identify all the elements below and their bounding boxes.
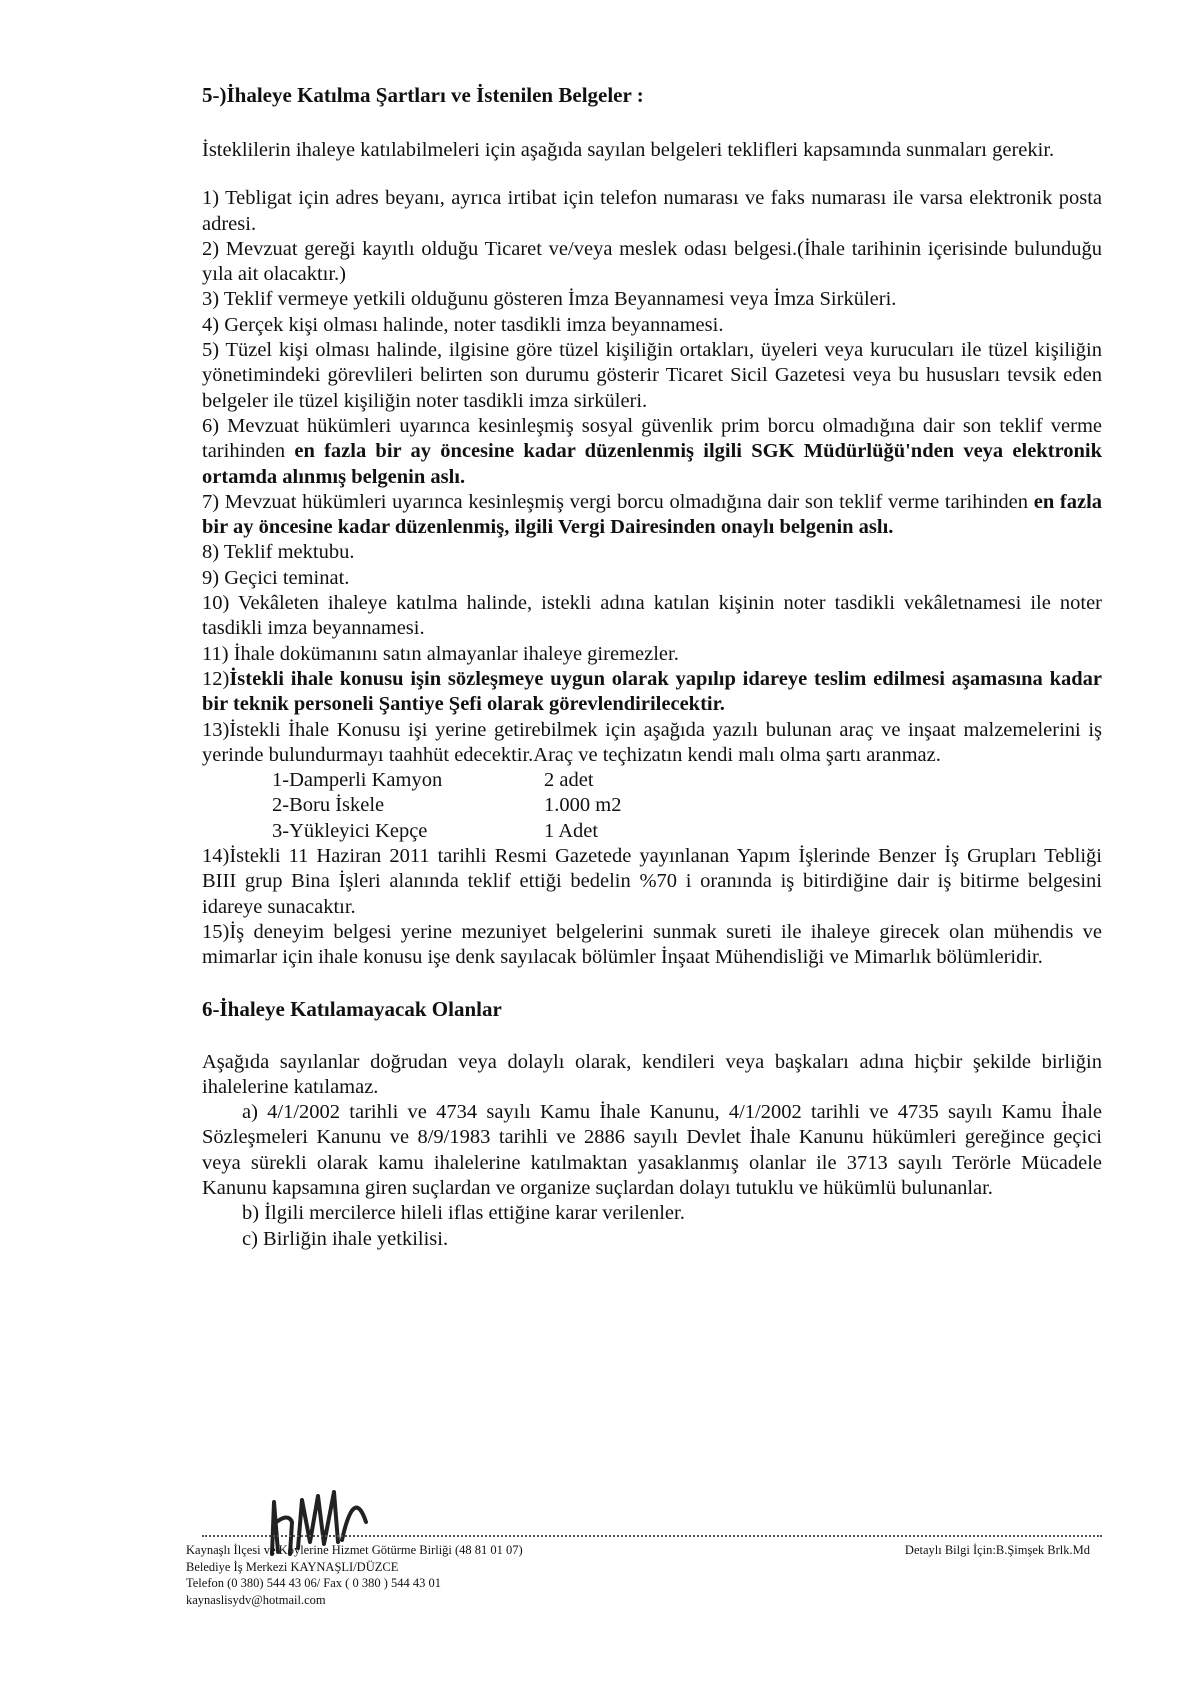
- document-body: [202, 82, 1102, 1252]
- equipment-qty: 1.000 m2: [544, 794, 622, 817]
- list-item: 15)İş deneyim belgesi yerine mezuniyet belgelerini sunmak sureti ile ihaleye girecek olan mühendis ve mimarlar için ihale konusu işe denk sayılacak bölümler İnşaat Mühendisliği ve Mimarlık bölümleridir.: [202, 920, 1102, 969]
- footer-info: Detaylı Bilgi İçin:B.Şimşek Brlk.Md: [904, 1543, 1090, 1557]
- item-text: 6) Mevzuat hükümleri uyarınca kesinleşmiş sosyal güvenlik prim borcu olmadığına dair son teklif verme tarihinden: [202, 414, 1102, 463]
- list-item: [202, 414, 1102, 490]
- footer-divider: [202, 1535, 1102, 1537]
- list-item: 9) Geçici teminat.: [202, 566, 350, 589]
- item-emphasis: en fazla bir ay öncesine kadar düzenlenmiş, ilgili Vergi Dairesinden onaylı belgenin aslı.: [202, 490, 1103, 539]
- footer-email: kaynaslisydv@hotmail.com: [186, 1592, 326, 1607]
- item-text: 7) Mevzuat hükümleri uyarınca kesinleşmiş vergi borcu olmadığına dair son teklif verme tarihinden: [202, 490, 1029, 513]
- equipment-name: 1-Damperli Kamyon: [272, 769, 443, 792]
- list-item: c) Birliğin ihale yetkilisi.: [242, 1227, 449, 1250]
- equipment-name: 2-Boru İskele: [272, 794, 385, 817]
- list-item: 5) Tüzel kişi olması halinde, ilgisine göre tüzel kişiliğin ortakları, üyeleri veya kurucuları ile tüzel kişiliğin yönetimindeki görevlileri belirten son durumu gösterir Ticaret Sicil Gazetesi veya bu hususları tevsik eden belgeler ile tüzel kişiliğin noter tasdikli imza sirküleri.: [202, 339, 1102, 412]
- footer-line: Kaynaşlı İlçesi ve Köylerine Hizmet Götürme Birliği (48 81 01 07): [186, 1543, 523, 1557]
- item-emphasis: İstekli ihale konusu işin sözleşmeye uygun olarak yapılıp idareye teslim edilmesi aşamasına kadar bir teknik personeli Şantiye Şefi olarak görevlendirilecektir.: [202, 667, 1102, 716]
- equipment-qty: 1 Adet: [544, 819, 599, 842]
- equipment-qty: 2 adet: [544, 769, 594, 792]
- list-item: [202, 667, 1102, 718]
- section-6-intro: Aşağıda sayılanlar doğrudan veya dolaylı olarak, kendileri veya başkaları adına hiçbir şekilde birliğin ihalelerine katılamaz.: [202, 1050, 1102, 1098]
- equipment-table: [272, 768, 1102, 844]
- list-item: 8) Teklif mektubu.: [202, 541, 355, 564]
- footer-contact: [186, 1542, 523, 1608]
- list-item: b) İlgili mercilerce hileli iflas ettiğine karar verilenler.: [242, 1202, 685, 1225]
- list-item: 4) Gerçek kişi olması halinde, noter tasdikli imza beyannamesi.: [202, 313, 724, 336]
- item-emphasis: en fazla bir ay öncesine kadar düzenlenmiş ilgili SGK Müdürlüğü'nden veya elektronik ortamda alınmış belgenin aslı.: [202, 440, 1103, 488]
- equipment-name: 3-Yükleyici Kepçe: [272, 819, 428, 842]
- footer-line: Belediye İş Merkezi KAYNAŞLI/DÜZCE: [186, 1559, 399, 1574]
- list-item: 14)İstekli 11 Haziran 2011 tarihli Resmi Gazetede yayınlanan Yapım İşlerinde Benzer İş Grupları Tebliği BIII grup Bina İşleri alanında teklif ettiği bedelin %70 i oranında iş bitirdiğine dair iş bitirme belgesini idareye sunacaktır.: [202, 845, 1102, 918]
- list-item: [202, 490, 1102, 541]
- list-item: 10) Vekâleten ihaleye katılma halinde, istekli adına katılan kişinin noter tasdikli vekâletnamesi ile noter tasdikli imza beyannamesi.: [202, 592, 1102, 640]
- list-item: a) 4/1/2002 tarihli ve 4734 sayılı Kamu İhale Kanunu, 4/1/2002 tarihli ve 4735 sayılı Kamu İhale Sözleşmeleri Kanunu ve 8/9/1983 tarihli ve 2886 sayılı Devlet İhale Kanunu hükümleri gereğince geçici veya sürekli olarak kamu ihalelerine katılmaktan yasaklanmış olanlar ile 3713 sayılı Terörle Mücadele Kanunu kapsamına giren suçlardan ve organize suçlardan dolayı tutuklu ve hükümlü bulunanlar.: [202, 1101, 1102, 1199]
- section-6-title: 6-İhaleye Katılamayacak Olanlar: [202, 996, 502, 1021]
- item-text: 12): [202, 667, 230, 690]
- section-5-intro: İsteklilerin ihaleye katılabilmeleri için aşağıda sayılan belgeleri teklifleri kapsamında sunmaları gerekir.: [202, 139, 1055, 161]
- footer-line: Telefon (0 380) 544 43 06/ Fax ( 0 380 ) 544 43 01: [186, 1576, 441, 1590]
- list-item: 13)İstekli İhale Konusu işi yerine getirebilmek için aşağıda yazılı bulunan araç ve inşaat malzemelerini iş yerinde bulundurmayı taahhüt edecektir.Araç ve teçhizatın kendi malı olma şartı aranmaz.: [202, 718, 1102, 766]
- list-item: 1) Tebligat için adres beyanı, ayrıca irtibat için telefon numarası ve faks numarası ile varsa elektronik posta adresi.: [202, 187, 1102, 235]
- list-item: 11) İhale dokümanını satın almayanlar ihaleye giremezler.: [202, 642, 679, 665]
- list-item: 3) Teklif vermeye yetkili olduğunu gösteren İmza Beyannamesi veya İmza Sirküleri.: [202, 288, 897, 311]
- list-item: 2) Mevzuat gereği kayıtlı olduğu Ticaret ve/veya meslek odası belgesi.(İhale tarihinin içerisinde bulunduğu yıla ait olacaktır.): [202, 237, 1102, 286]
- section-5-title: 5-)İhaleye Katılma Şartları ve İstenilen Belgeler :: [202, 83, 644, 107]
